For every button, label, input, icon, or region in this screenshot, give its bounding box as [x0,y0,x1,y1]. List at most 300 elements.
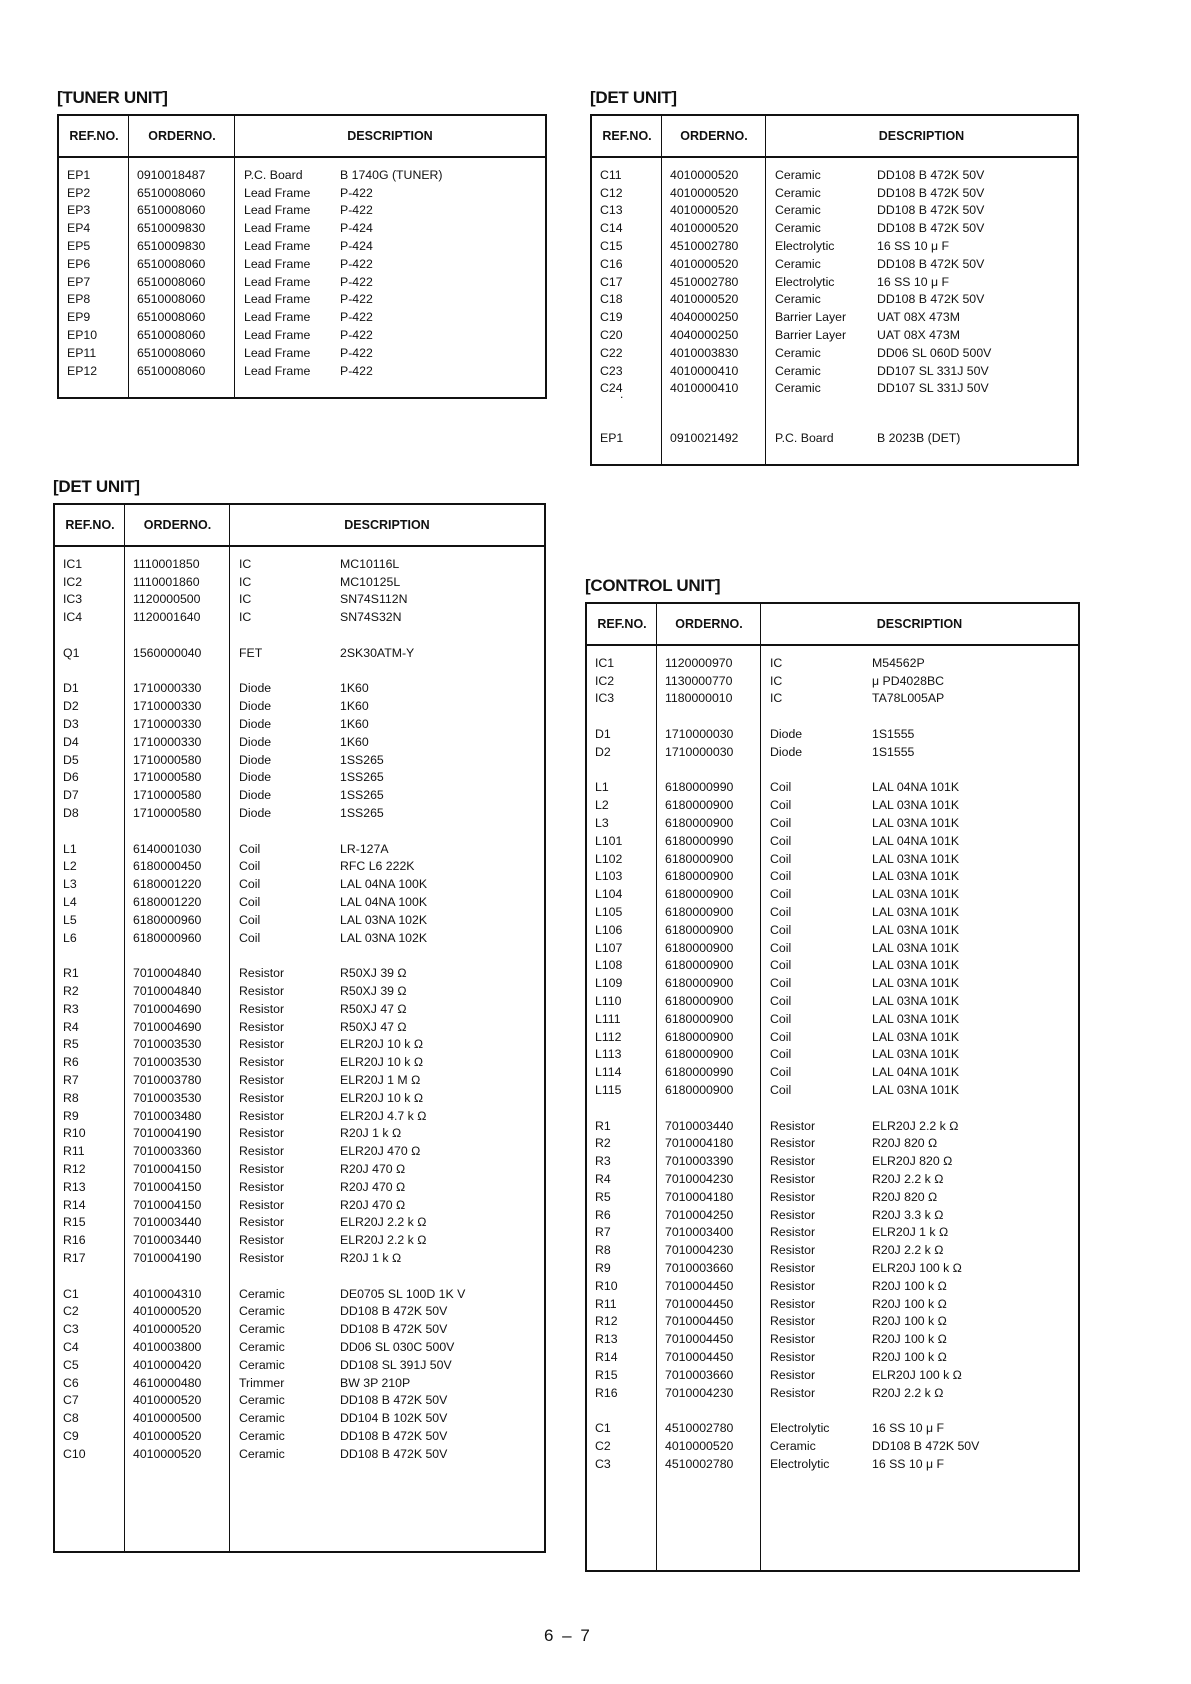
part-value: TA78L005AP [872,691,945,706]
order-no: 6180000990 [665,833,734,848]
table-row [55,1445,544,1463]
table-row [55,1125,544,1143]
order-no: 6180000990 [665,780,734,795]
part-value: R20J 1 k Ω [340,1250,402,1265]
table-row [55,751,544,769]
ref-no: L102 [595,851,623,866]
order-no: 1560000040 [133,645,202,660]
part-value: ELR20J 2.2 k Ω [340,1233,427,1248]
part-value: LAL 04NA 100K [340,895,428,910]
part-type: IC [770,673,783,688]
part-value: P-422 [340,328,373,343]
part-type: Coil [239,841,261,856]
ref-no: R16 [63,1233,86,1248]
order-no: 4510002780 [665,1456,734,1471]
table-row [55,1249,544,1267]
table-row [55,591,544,609]
ref-no: C6 [63,1375,79,1390]
order-no: 4010000520 [133,1428,202,1443]
table-row [59,291,545,309]
order-no: 6180000960 [133,930,202,945]
part-value: P-424 [340,221,373,236]
part-type: Diode [239,681,272,696]
part-type: Resistor [770,1207,816,1222]
part-type: Coil [239,930,261,945]
part-type: Ceramic [775,185,821,200]
parts-table [53,503,546,1553]
table-row [55,929,544,947]
table-row [587,1081,1078,1099]
table-row [55,911,544,929]
ref-no: L110 [595,994,622,1009]
ref-no: C9 [63,1428,79,1443]
order-no: 1710000330 [133,681,202,696]
part-type: Resistor [239,984,285,999]
ref-no: R7 [595,1225,611,1240]
part-type: Resistor [770,1154,816,1169]
table-row [55,573,544,591]
order-no: 7010003400 [665,1225,734,1240]
part-value: DD108 B 472K 50V [340,1446,448,1461]
table-row [587,1241,1078,1259]
table-row [55,964,544,982]
table-row [592,291,1077,309]
ref-no: C2 [63,1304,79,1319]
order-no: 4510002780 [670,239,739,254]
order-no: 4010003830 [670,345,739,360]
part-value: 16 SS 10 μ F [877,274,950,289]
part-type: Resistor [770,1189,816,1204]
part-value: LAL 03NA 101K [872,958,960,973]
part-type: Lead Frame [244,274,311,289]
part-value: DD104 B 102K 50V [340,1411,448,1426]
table-row [55,786,544,804]
table-row [587,690,1078,708]
part-value: P-422 [340,185,373,200]
table-row [55,1071,544,1089]
ref-no: R8 [63,1090,79,1105]
table-row [587,1277,1078,1295]
table-row [592,344,1077,362]
part-value: B 2023B (DET) [877,431,961,446]
part-value: DD108 B 472K 50V [340,1304,448,1319]
table-row [55,1427,544,1445]
table-row [587,1295,1078,1313]
ref-no: C16 [600,256,623,271]
ref-no: EP9 [67,310,91,325]
ref-no: C2 [595,1438,611,1453]
ref-no-header: REF. NO. [597,616,647,631]
ref-no: L104 [595,887,623,902]
table-row [59,202,545,220]
order-no: 7010004180 [665,1189,734,1204]
part-type: IC [239,610,252,625]
part-value: 1K60 [340,699,369,714]
part-value: DD108 B 472K 50V [340,1393,448,1408]
table-row [587,1366,1078,1384]
order-no: 1710000580 [133,788,202,803]
part-value: ELR20J 4.7 k Ω [340,1108,427,1123]
order-no: 6180000900 [665,887,734,902]
part-value: R50XJ 39 Ω [340,984,407,999]
order-no: 7010003440 [665,1118,734,1133]
ref-no: R12 [63,1161,86,1176]
order-no: 1130000770 [665,673,733,688]
order-no: 6510009830 [137,239,206,254]
section-title: [DET UNIT] [590,88,677,107]
table-row [592,273,1077,291]
table-row [587,850,1078,868]
part-type: Resistor [239,1161,285,1176]
order-no: 6180000900 [665,816,734,831]
ref-no: C10 [63,1446,86,1461]
order-no: 7010003530 [133,1037,202,1052]
order-no: 6510008060 [137,363,206,378]
part-type: Lead Frame [244,328,311,343]
part-type: Resistor [770,1118,816,1133]
table-row [59,362,545,380]
ref-no: L1 [595,780,609,795]
order-no: 7010003390 [665,1154,734,1169]
part-type: Trimmer [239,1375,285,1390]
order-no: 6510008060 [137,292,206,307]
part-value: DD107 SL 331J 50V [877,363,989,378]
part-value: LAL 03NA 102K [340,930,428,945]
part-type: Coil [770,1047,792,1062]
part-value: R50XJ 47 Ω [340,1001,407,1016]
order-no: 4040000250 [670,328,739,343]
ref-no: EP10 [67,328,98,343]
ref-no: L2 [63,859,77,874]
part-value: LAL 03NA 101K [872,1047,960,1062]
part-value: ELR20J 10 k Ω [340,1037,424,1052]
part-value: 1K60 [340,717,369,732]
order-no: 6510008060 [137,256,206,271]
order-no: 4010000520 [670,256,739,271]
part-type: Diode [239,788,272,803]
order-no: 6180000900 [665,1083,734,1098]
det-unit-top-section [590,88,1079,466]
ref-no: C15 [600,239,623,254]
order-no: 1710000580 [133,806,202,821]
ref-no: R15 [595,1367,618,1382]
part-type: Resistor [770,1332,816,1347]
ref-no: R13 [63,1179,86,1194]
table-row [587,1010,1078,1028]
ref-no: L4 [63,895,77,910]
order-no: 4510002780 [670,274,739,289]
table-row [55,1302,544,1320]
part-value: R20J 100 k Ω [872,1332,947,1347]
part-type: IC [239,574,252,589]
section-title: [CONTROL UNIT] [585,576,721,595]
order-no: 6180000900 [665,940,734,955]
part-value: MC10125L [340,574,401,589]
ref-no: EP1 [67,167,91,182]
part-type: Resistor [770,1243,816,1258]
order-no: 4010003800 [133,1339,202,1354]
part-type: Coil [770,922,792,937]
part-type: IC [770,655,783,670]
part-type: Ceramic [239,1411,285,1426]
order-no: 7010003530 [133,1090,202,1105]
part-type: Coil [770,869,792,884]
table-row [55,982,544,1000]
part-value: ELR20J 820 Ω [872,1154,953,1169]
part-type: Barrier Layer [775,310,847,325]
order-no: 1710000030 [665,744,734,759]
table-row [55,1338,544,1356]
ref-no: R1 [595,1118,611,1133]
ref-no: R2 [595,1136,611,1151]
part-value: 2SK30ATM-Y [340,645,415,660]
part-type: Ceramic [239,1446,285,1461]
part-type: Ceramic [239,1357,285,1372]
order-no: 4010000410 [670,381,739,396]
table-row [55,555,544,573]
ref-no: L113 [595,1047,622,1062]
order-no: 6180000900 [665,1011,734,1026]
part-type: FET [239,645,263,660]
table-row [587,1259,1078,1277]
part-type: Diode [239,806,272,821]
table-row [587,1046,1078,1064]
table-row [587,1384,1078,1402]
ref-no: L103 [595,869,623,884]
part-value: DD108 B 472K 50V [340,1428,448,1443]
part-type: Coil [770,1065,792,1080]
order-no-header: ORDER NO. [148,128,216,143]
order-no: 4010000420 [133,1357,202,1372]
order-no: 6180000900 [665,869,734,884]
part-value: 1S1555 [872,744,915,759]
part-value: LR-127A [340,841,389,856]
ref-no: L3 [63,877,77,892]
order-no: 7010003660 [665,1367,734,1382]
ref-no: C19 [600,310,623,325]
part-value: R50XJ 39 Ω [340,966,407,981]
part-value: DD108 B 472K 50V [877,185,985,200]
part-value: SN74S112N [340,592,408,607]
order-no: 7010004690 [133,1019,202,1034]
part-value: DD108 B 472K 50V [877,292,985,307]
table-row [55,1320,544,1338]
table-row [55,1196,544,1214]
table-body [59,158,545,380]
order-no: 1710000330 [133,699,202,714]
table-row [59,255,545,273]
part-type: Ceramic [770,1438,816,1453]
part-value: RFC L6 222K [340,859,415,874]
part-type: Resistor [239,1250,285,1265]
ref-no: R12 [595,1314,618,1329]
part-value: 1K60 [340,734,369,749]
part-type: Ceramic [239,1322,285,1337]
ref-no: C11 [600,167,622,182]
part-value: LAL 03NA 101K [872,940,960,955]
part-value: B 1740G (TUNER) [340,167,443,182]
ref-no: EP2 [67,185,91,200]
table-row [587,939,1078,957]
ref-no: R10 [595,1278,618,1293]
order-no: 4010000520 [670,292,739,307]
table-row [587,654,1078,672]
part-value: 1SS265 [340,770,384,785]
ref-no: C3 [595,1456,611,1471]
part-value: P-422 [340,256,373,271]
table-row [55,1409,544,1427]
column-divider [128,116,129,397]
ref-no: R4 [595,1172,611,1186]
order-no: 7010003530 [133,1055,202,1070]
part-type: Coil [770,940,792,955]
table-row [55,840,544,858]
table-row [59,326,545,344]
ref-no: EP5 [67,239,91,254]
ref-no: C13 [600,203,623,218]
parts-table [590,114,1079,466]
ref-no: L108 [595,958,623,973]
part-type: Coil [770,780,792,795]
table-row [592,362,1077,380]
part-value: R20J 1 k Ω [340,1126,402,1141]
table-header [55,505,544,547]
table-row [587,1152,1078,1170]
order-no: 1710000580 [133,752,202,767]
control-unit-section [585,576,1080,1572]
column-divider [760,604,761,1570]
part-type: Lead Frame [244,256,311,271]
table-row [55,1036,544,1054]
part-value: ELR20J 10 k Ω [340,1055,424,1070]
part-type: Ceramic [239,1393,285,1408]
part-type: Resistor [770,1172,816,1186]
order-no: 7010004190 [133,1250,202,1265]
part-type: Resistor [770,1278,816,1293]
part-value: P-424 [340,239,373,254]
table-row [59,308,545,326]
ref-no: EP3 [67,203,91,218]
description-header: DESCRIPTION [344,517,430,532]
table-row [587,779,1078,797]
part-value: UAT 08X 473M [877,328,960,343]
ref-no: C14 [600,221,623,236]
ref-no: C8 [63,1411,79,1426]
table-row [592,255,1077,273]
part-value: R20J 470 Ω [340,1179,406,1194]
table-row [55,1178,544,1196]
ref-no: L107 [595,940,623,955]
order-no: 4010004310 [133,1286,202,1301]
part-type: IC [770,691,783,706]
table-row [55,644,544,662]
part-type: Lead Frame [244,345,311,360]
ref-no: L115 [595,1083,622,1098]
part-type: Coil [239,877,261,892]
ref-no: D6 [63,770,79,785]
order-no: 6180000900 [665,922,734,937]
part-type: Electrolytic [770,1421,830,1436]
ref-no: L101 [595,833,623,848]
order-no: 6180001220 [133,877,202,892]
order-no: 4610000480 [133,1375,202,1390]
part-type: Ceramic [775,221,821,236]
part-type: Coil [770,816,792,831]
order-no: 6180000900 [665,958,734,973]
part-value: R20J 100 k Ω [872,1349,947,1364]
column-divider [229,505,230,1551]
part-type: Coil [770,798,792,813]
description-header: DESCRIPTION [347,128,433,143]
table-row [587,672,1078,690]
part-value: ELR20J 2.2 k Ω [872,1118,959,1133]
part-type: Resistor [770,1314,816,1329]
table-header [592,116,1077,158]
ref-no: R13 [595,1332,618,1347]
table-row [55,1374,544,1392]
table-row [587,1455,1078,1473]
part-value: LAL 03NA 101K [872,1083,960,1098]
table-row [587,1348,1078,1366]
ref-no: R15 [63,1215,86,1230]
table-row [587,868,1078,886]
ref-no: R11 [595,1296,617,1311]
ref-no: D3 [63,717,79,732]
part-value: LAL 03NA 101K [872,905,960,920]
order-no: 1180000010 [665,691,733,706]
order-no: 7010003440 [133,1215,202,1230]
table-row [587,1063,1078,1081]
part-type: IC [239,556,252,571]
part-value: P-422 [340,292,373,307]
ref-no: IC3 [63,592,83,607]
part-value: UAT 08X 473M [877,310,960,325]
order-no: 4010000500 [133,1411,202,1426]
part-value: 16 SS 10 μ F [877,239,950,254]
order-no: 4010000520 [133,1393,202,1408]
order-no: 1120000970 [665,655,733,670]
ref-no: L3 [595,816,609,831]
description-header: DESCRIPTION [878,128,965,143]
part-value: DD06 SL 030C 500V [340,1339,455,1354]
part-type: Lead Frame [244,292,311,307]
part-value: DD108 B 472K 50V [877,221,985,236]
part-value: 1K60 [340,681,369,696]
order-no: 7010004250 [665,1207,734,1222]
part-type: Resistor [239,1233,285,1248]
ref-no: R17 [63,1250,86,1265]
part-value: DD108 B 472K 50V [877,167,985,182]
table-row [587,885,1078,903]
page-number: 6 – 7 [544,1626,592,1645]
part-value: R20J 2.2 k Ω [872,1385,944,1400]
part-type: Lead Frame [244,310,311,325]
part-value: DE0705 SL 100D 1K V [340,1286,466,1301]
order-no: 1710000030 [665,727,734,742]
part-type: Lead Frame [244,185,311,200]
ref-no: D5 [63,752,79,767]
order-no: 6180000900 [665,1047,734,1062]
part-value: LAL 03NA 101K [872,1011,960,1026]
table-row [55,715,544,733]
part-value: 1SS265 [340,752,384,767]
ref-no: D4 [63,734,79,749]
part-type: Resistor [239,1144,285,1159]
part-value: R20J 100 k Ω [872,1314,947,1329]
part-type: Resistor [239,1073,285,1087]
table-row [592,308,1077,326]
part-value: LAL 03NA 101K [872,887,960,902]
